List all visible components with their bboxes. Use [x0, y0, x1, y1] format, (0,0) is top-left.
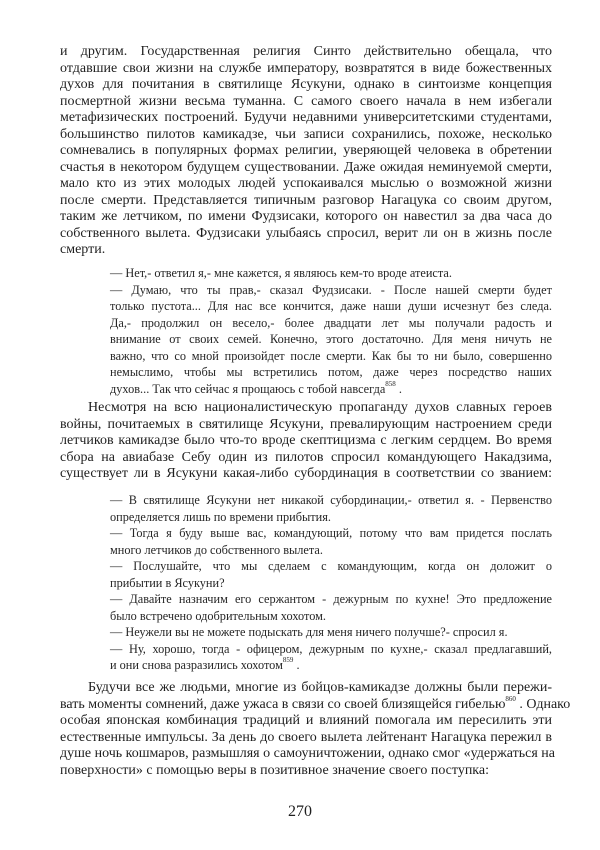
- text-line: [60, 226, 552, 243]
- text-line: [110, 265, 552, 282]
- text-line: [60, 400, 552, 417]
- line-text: — Давайте назначим его сержантом - дежурным по кухне! Это предложение: [110, 592, 552, 606]
- text-line: [60, 713, 552, 730]
- footnote-marker: 860: [505, 694, 516, 703]
- text-line: [60, 94, 552, 111]
- line-text: отдавшие свои жизни на службе императору, возвратятся в виде божественных: [60, 60, 552, 76]
- text-line: [110, 525, 552, 542]
- text-line: [60, 680, 552, 697]
- text-line: [110, 542, 552, 559]
- line-text: большинство пилотов камикадзе, чьи записи сохранились, похоже, несколько: [60, 126, 552, 142]
- line-text: — Тогда я буду выше вас, командующий, потому что вам придется послать: [110, 526, 552, 540]
- line-text: метафизических построений. Будучи недавними университетскими студентами,: [60, 110, 552, 125]
- text-line: [110, 641, 552, 658]
- line-text: и они снова разразились хохотом: [110, 658, 283, 672]
- line-text: Будучи все же людьми, многие из бойцов-камикадзе должны были пережи-: [88, 680, 552, 695]
- text-line: [110, 657, 552, 674]
- line-text: духов для почитания в святилище Ясукуни, однако в синтоизме концепция: [60, 77, 552, 92]
- text-line: [60, 61, 552, 78]
- page-number: 270: [288, 803, 312, 820]
- line-text: летчиков камикадзе было что-то вроде скептицизма с легким сердцем. Во время: [60, 433, 552, 448]
- text-line: [110, 624, 552, 641]
- text-line: [110, 364, 552, 381]
- line-text: Несмотря на всю националистическую пропаганду духов славных героев: [88, 400, 552, 415]
- line-text: существует ли в Ясукуни какая-либо субординация в соответствии со званием:: [60, 466, 552, 481]
- line-text: — Нет,- ответил я,- мне кажется, я являюсь кем-то вроде атеиста.: [110, 266, 452, 280]
- line-text: после смерти. Представляется типичным разговор Нагацука со своим другом,: [60, 192, 552, 208]
- footnote-marker: 858: [385, 379, 396, 388]
- text-line: [110, 298, 552, 315]
- line-text: сбора на авиабазе Себу один из пилотов спросил командующего Накадзима,: [60, 449, 552, 465]
- paragraph-yasukuni: [60, 400, 552, 483]
- line-text: — Послушайте, что мы сделаем с командующим, когда он доложит о: [110, 559, 552, 573]
- text-line: [60, 746, 555, 763]
- line-text: важно, что со мной произойдет после смерти. Как бы то ни было, совершенно: [110, 348, 552, 363]
- line-text: особая японская комбинация традиций и влияний помогала им пересилить эти: [60, 713, 552, 728]
- line-text: — Неужели вы не можете подыскать для меня ничего получше?- спросил я.: [110, 625, 508, 639]
- line-text: только пустота... Для нас все кончится, даже наши души исчезнут без следа.: [110, 299, 552, 313]
- line-text: собственного вылета. Фудзисаки улыбаясь спросил, верит ли он в жизнь после: [60, 225, 552, 241]
- line-text: определяется лишь по времени прибытия.: [110, 509, 331, 524]
- text-line: [110, 381, 552, 398]
- line-text: вать моменты сомнений, даже ужаса в связи со своей близящейся гибелью: [60, 696, 506, 712]
- text-line: [60, 417, 552, 434]
- text-line: [110, 492, 552, 509]
- line-text: войны, почитаемых в святилище Ясукуни, превалирующим настроением среди: [60, 416, 552, 432]
- paragraph-intro: [60, 44, 552, 259]
- line-text: — Ну, хорошо, тогда - офицером, дежурным по кухне,- сказал предлагавший,: [110, 641, 552, 656]
- text-line: [60, 176, 552, 193]
- line-text: счастья в некотором будущем существовании. Даже ожидая неминуемой смерти,: [60, 159, 552, 175]
- text-line: [110, 608, 552, 625]
- text-line: [60, 110, 552, 127]
- line-text: немыслимо, чтобы мы встретились потом, даже через посредство наших: [110, 365, 552, 379]
- line-text-after-footnote: . Однако: [515, 696, 571, 712]
- text-line: [60, 763, 552, 780]
- text-line: [60, 466, 552, 483]
- paragraph-doubts: [60, 680, 571, 779]
- text-line: [60, 433, 552, 450]
- text-line: [60, 193, 552, 210]
- text-line: [110, 315, 552, 332]
- footnote-marker: 859: [282, 656, 294, 664]
- text-line: [110, 282, 552, 299]
- text-line: [110, 558, 552, 575]
- text-line: [110, 331, 552, 348]
- text-line: [60, 127, 552, 144]
- text-line: [60, 242, 552, 259]
- text-line: [60, 143, 552, 160]
- line-text: много летчиков до собственного вылета.: [110, 542, 323, 557]
- line-text: таким же летчиком, по имени Фудзисаки, которого он навестил за два часа до: [60, 209, 552, 224]
- line-text: духов... Так что сейчас я прощаюсь с тобой навсегда: [110, 381, 386, 396]
- text-line: [110, 591, 552, 608]
- text-line: [110, 575, 552, 592]
- text-line: [110, 348, 552, 365]
- line-text-after-footnote: .: [293, 658, 300, 672]
- line-text: было встречено одобрительным хохотом.: [110, 608, 326, 623]
- line-text: смерти.: [60, 242, 106, 257]
- quote-nakajima-dialogue: [110, 492, 552, 674]
- line-text: сомневались в популярных формах религии, уверяющей человека в обретении: [60, 143, 552, 158]
- text-line: [60, 77, 552, 94]
- text-line: [60, 209, 552, 226]
- text-line: [60, 730, 552, 747]
- text-line: [110, 509, 552, 526]
- line-text: — Думаю, что ты прав,- сказал Фудзисаки. - После нашей смерти будет: [110, 282, 552, 297]
- line-text: душе ночь кошмаров, размышляя о самоуничтожении, однако смог «удержаться на: [60, 746, 555, 761]
- line-text: поверхности» с помощью веры в позитивное значение своего поступка:: [60, 762, 490, 778]
- text-line: [60, 450, 552, 467]
- quote-fujisaki-dialogue: [110, 265, 552, 397]
- line-text: естественные импульсы. За день до своего вылета лейтенант Нагацука пережил в: [60, 729, 552, 745]
- text-line: [60, 694, 571, 714]
- text-line: [60, 160, 552, 177]
- line-text: Да,- продолжил он весело,- более двадцати лет мы получали радость и: [110, 315, 552, 330]
- line-text: внимание от своих семей. Конечно, этого достаточно. Для меня ничуть не: [110, 332, 552, 346]
- line-text-after-footnote: .: [395, 381, 402, 396]
- line-text: посмертной жизни весьма туманна. С самого своего начала в нем избегали: [60, 93, 552, 109]
- line-text: и другим. Государственная религия Синто действительно обещала, что: [60, 44, 552, 59]
- line-text: прибытии в Ясукуни?: [110, 575, 225, 590]
- text-line: [60, 44, 552, 61]
- line-text: мало кто из этих молодых людей успокаивался мыслью о возможной жизни: [60, 176, 552, 191]
- line-text: — В святилище Ясукуни нет никакой субординации,- ответил я. - Первенство: [110, 493, 552, 507]
